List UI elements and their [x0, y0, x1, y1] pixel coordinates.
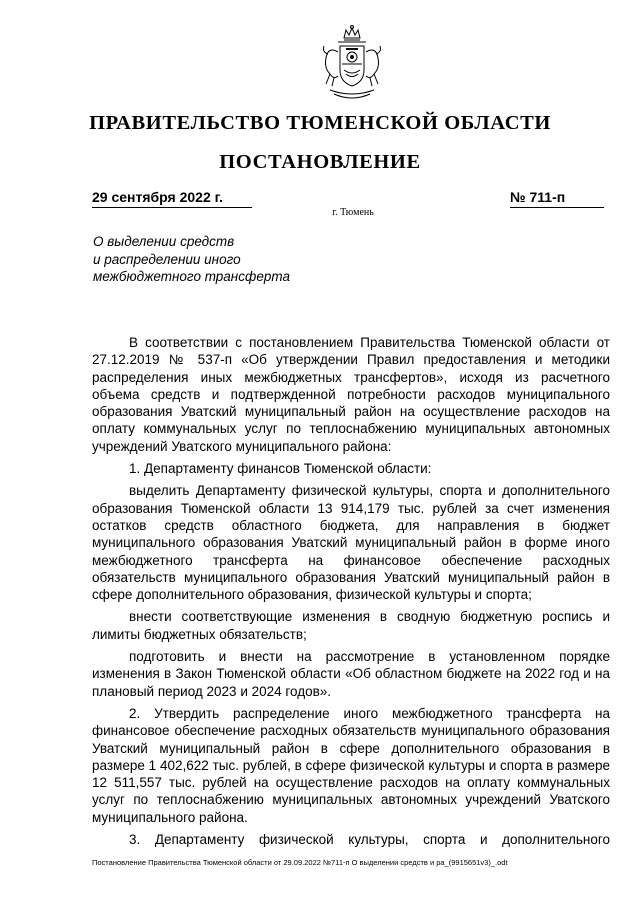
- document-type: ПОСТАНОВЛЕНИЕ: [219, 151, 421, 173]
- subject-line: О выделении средств: [93, 234, 235, 249]
- page-footer: Постановление Правительства Тюменской области от 29.09.2022 №711-п О выделении средств и ра_(9915651v3)_.odt: [92, 858, 508, 867]
- coat-of-arms-icon: [316, 24, 388, 104]
- subject-line: и распределении иного: [93, 251, 241, 267]
- paragraph-item-3: 3. Департаменту физической культуры, спорта и дополнительного: [129, 832, 610, 848]
- document-date: 29 сентября 2022 г.: [92, 188, 252, 208]
- paragraph-item-1-law: подготовить и внести на рассмотрение в установленном порядке изменения в Закон Тюменской области «Об областном бюджете на 2022 год и на плановый период 2023 и 2024 годов».: [92, 649, 610, 699]
- paragraph-item-2: 2. Утвердить распределение иного межбюджетного трансферта на финансовое обеспечение расходных обязательств муниципального образования Уватский муниципальный район в сфере дополнительного образования в размере 1 402,622 тыс. рублей, в сфере физической культуры и спорта в размере 12 511,557 тыс. рублей на осуществление расходов на оплату коммунальных услуг по теплоснабжению муниципальных автономных учреждений Уватского муниципального района.: [92, 705, 610, 825]
- paragraph-item-1: 1. Департаменту финансов Тюменской области:: [129, 461, 432, 477]
- government-title: ПРАВИТЕЛЬСТВО ТЮМЕНСКОЙ ОБЛАСТИ: [89, 112, 551, 134]
- paragraph-item-1-allocate: выделить Департаменту физической культуры, спорта и дополнительного образования Тюменской области 13 914,179 тыс. рублей за счет изменения остатков средств областного бюджета, для направления в бюджет муниципального образования Уватский муниципальный район в форме иного межбюджетного трансферта на финансовое обеспечение расходных обязательств муниципального образования Уватский муниципальный район в сфере дополнительного образования, физической культуры и спорта;: [92, 483, 610, 603]
- subject-line: межбюджетного трансферта: [93, 269, 291, 284]
- paragraph-preamble: В соответствии с постановлением Правительства Тюменской области от 27.12.2019 № 537-п «Об утверждении Правил предоставления и методики распределения иных межбюджетных трансфертов», исходя из расчетного объема средств и подтвержденной потребности расходов муниципального образования Уватский муниципальный район на осуществление расходов на оплату коммунальных услуг по теплоснабжению муниципальных автономных учреждений Уватского муниципального района:: [92, 335, 610, 454]
- paragraph-item-1-amend: внести соответствующие изменения в сводную бюджетную роспись и лимиты бюджетных обязательств;: [92, 609, 610, 642]
- document-body: [92, 334, 610, 848]
- document-number: № 711-п: [510, 188, 604, 208]
- document-city: г. Тюмень: [332, 207, 374, 218]
- document-subject: [93, 233, 353, 286]
